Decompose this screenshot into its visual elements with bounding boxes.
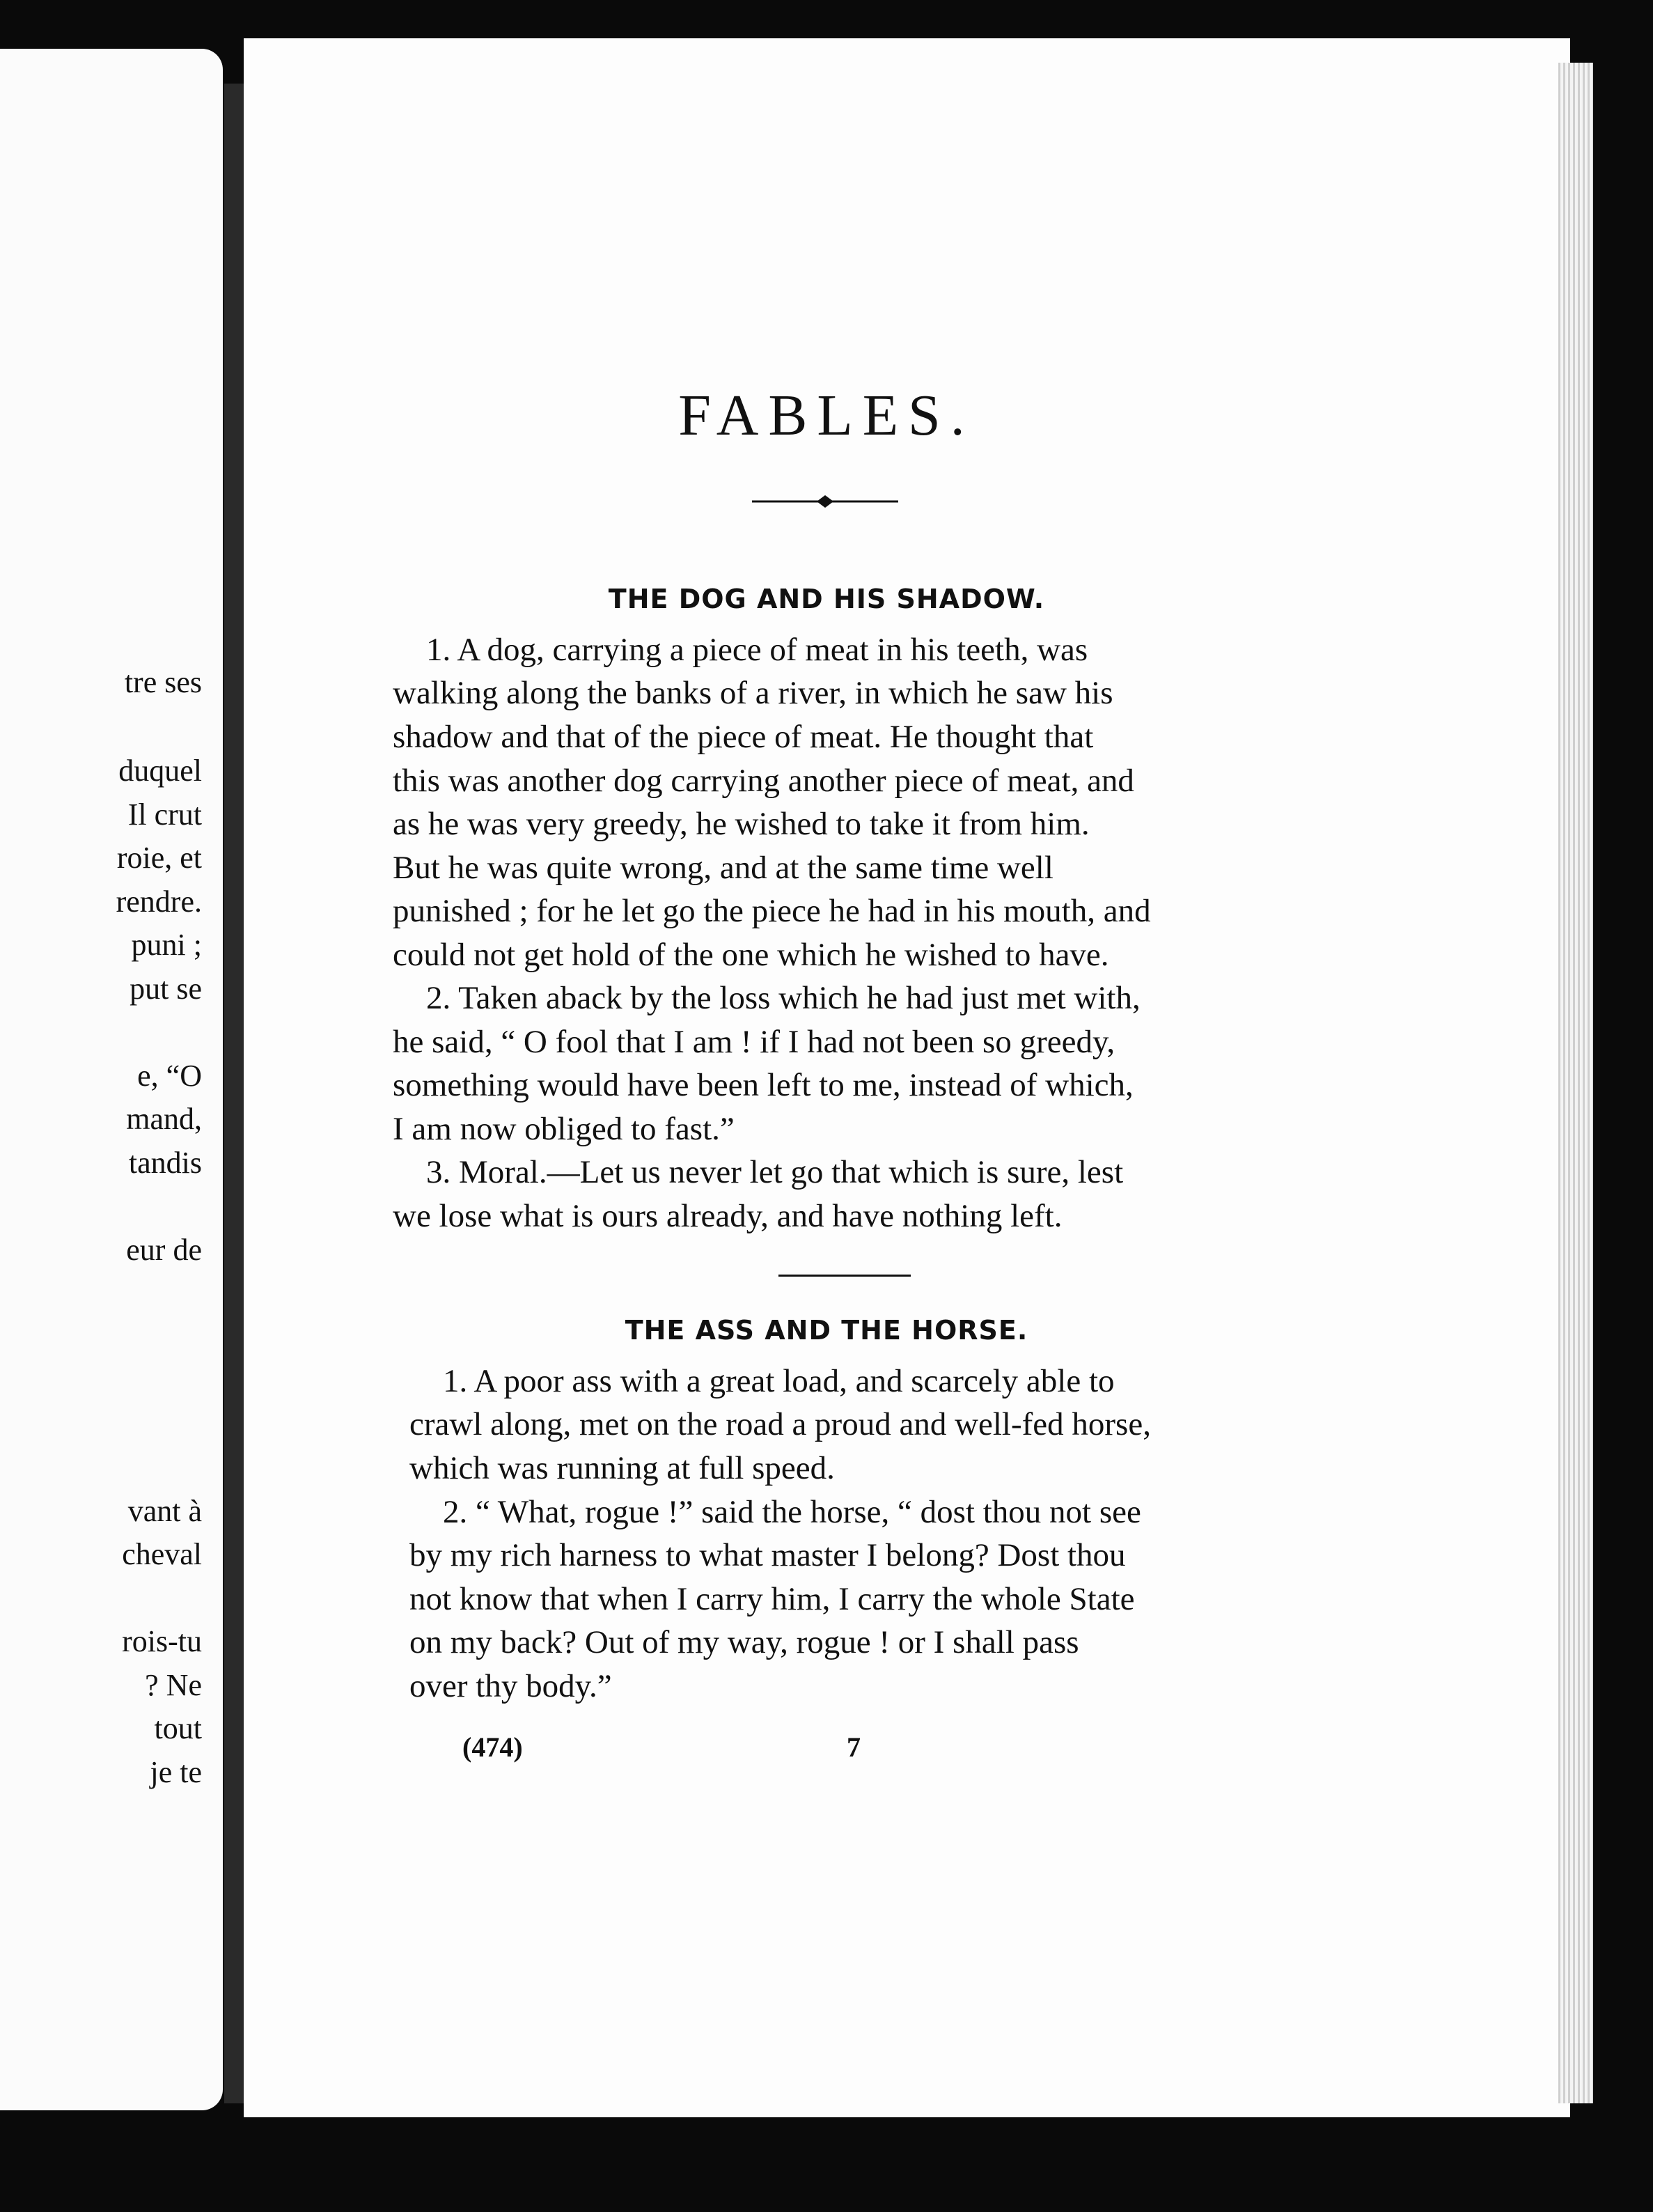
fable-text-line: we lose what is ours already, and have nothing left. [393,1198,1063,1234]
left-page-line: roie, et [116,841,202,875]
facing-page-left [0,49,223,2110]
fable-text-line: walking along the banks of a river, in which he saw his [393,675,1113,711]
left-page-line: mand, [126,1102,202,1136]
fable-text-line: not know that when I carry him, I carry the whole State [409,1581,1135,1617]
page-number: 7 [847,1731,861,1763]
fable-text-line: But he was quite wrong, and at the same time well [393,850,1053,886]
left-page-line: ? Ne [145,1668,202,1702]
fable-text-line: punished ; for he let go the piece he had in his mouth, and [393,893,1151,929]
fable-text-line: 3. Moral.—Let us never let go that which is sure, lest [426,1154,1124,1190]
fable-heading: THE DOG AND HIS SHADOW. [608,584,1045,614]
left-page-line: eur de [126,1233,202,1267]
left-page-line: tre ses [124,665,202,699]
fable-text-line: on my back? Out of my way, rogue ! or I shall pass [409,1624,1079,1660]
left-page-line: tout [154,1711,202,1745]
left-page-line: tandis [128,1146,202,1180]
fable-text-line: 1. A poor ass with a great load, and scarcely able to [443,1363,1115,1399]
page-title: FABLES. [678,383,975,448]
fable-text-line: he said, “ O fool that I am ! if I had not been so greedy, [393,1024,1115,1060]
left-page-line: put se [130,972,202,1006]
fable-text-line: something would have been left to me, instead of which, [393,1067,1134,1103]
fable-text-line: 1. A dog, carrying a piece of meat in his teeth, was [426,632,1088,668]
left-page-line: vant à [127,1494,202,1528]
fable-text-line: as he was very greedy, he wished to take it from him. [393,806,1090,842]
left-page-line: je te [150,1755,202,1789]
fable-text-line: crawl along, met on the road a proud and well-fed horse, [409,1406,1151,1442]
fable-text-line: shadow and that of the piece of meat. He thought that [393,719,1094,755]
fable-text-line: 2. “ What, rogue !” said the horse, “ dost thou not see [443,1494,1141,1530]
left-page-line: Il crut [127,797,202,832]
left-page-line: rendre. [116,885,202,919]
left-page-line: e, “O [137,1059,202,1093]
fable-text-line: I am now obliged to fast.” [393,1111,735,1147]
fable-text-line: over thy body.” [409,1668,612,1704]
fable-text-line: 2. Taken aback by the loss which he had just met with, [426,980,1141,1016]
ornament-rule [752,493,898,510]
fable-text-line: could not get hold of the one which he wished to have. [393,937,1109,973]
page-edge [1558,63,1593,2103]
signature-mark: (474) [462,1731,523,1763]
fable-text-line: by my rich harness to what master I belong? Dost thou [409,1537,1126,1573]
fable-heading: THE ASS AND THE HORSE. [625,1315,1028,1346]
left-page-line: puni ; [131,928,202,962]
left-page-line: duquel [118,754,202,788]
left-page-line: rois-tu [122,1624,202,1658]
section-divider [778,1275,911,1277]
fable-text-line: this was another dog carrying another piece of meat, and [393,763,1134,799]
left-page-line: cheval [122,1537,202,1571]
fable-text-line: which was running at full speed. [409,1450,835,1486]
